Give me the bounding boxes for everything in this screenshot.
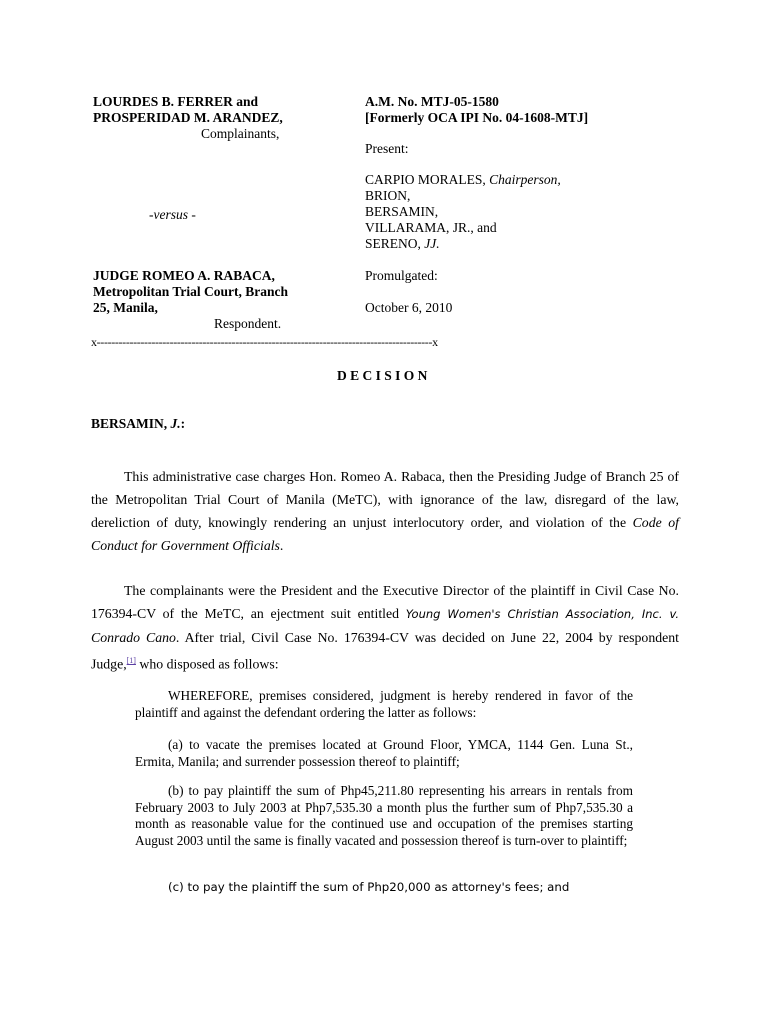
paragraph-intro-end: . xyxy=(279,538,284,553)
promulgated-date: October 6, 2010 xyxy=(365,300,453,315)
complainants-label: Complainants, xyxy=(201,126,280,141)
paragraph-background xyxy=(91,579,679,676)
paragraph-intro-text: This administrative case charges Hon. Romeo A. Rabaca, then the Presiding Judge of Branch 25 of the Metropolitan Trial Court of Manila (MeTC), with ignorance of the law, disregard of the law, dereliction of duty, knowingly rendering an unjust interlocutory order, and violation of the xyxy=(91,469,679,530)
versus-label: -versus - xyxy=(149,207,196,222)
paragraph-background-text-3: who disposed as follows: xyxy=(135,656,279,672)
quote-item-b: (b) to pay plaintiff the sum of Php45,211.80 representing his arrears in rentals from February 2003 to July 2003 at Php7,535.30 a month plus the further sum of Php7,535.30 a month as reasonable value for the continued use and occupation of the premises starting August 2003 until the same is finally vacated and possession thereof is turn-over to plaintiff; xyxy=(135,783,633,848)
justice-name: CARPIO MORALES, xyxy=(365,172,486,187)
quote-item-c: (c) to pay the plaintiff the sum of Php20,000 as attorney's fees; and xyxy=(168,880,570,894)
ponente-suffix: : xyxy=(180,416,186,431)
ponente-title: J. xyxy=(170,416,181,431)
justice-title: Chairperson, xyxy=(489,172,561,187)
caption-divider: x--------------------------------------------------------------------------------------------x xyxy=(91,335,438,349)
respondent-name-line1: JUDGE ROMEO A. RABACA, xyxy=(93,268,275,283)
complainant-name-line1: LOURDES B. FERRER and xyxy=(93,94,259,109)
case-number: A.M. No. MTJ-05-1580 xyxy=(365,94,499,109)
justice-2: BRION, xyxy=(365,188,411,203)
justice-1 xyxy=(365,172,561,188)
quote-item-a: (a) to vacate the premises located at Ground Floor, YMCA, 1144 Gen. Luna St., Ermita, Manila; and surrender possession thereof to plaintiff; xyxy=(135,737,633,769)
respondent-name-line3: 25, Manila, xyxy=(93,300,158,315)
complainant-name-line2: PROSPERIDAD M. ARANDEZ, xyxy=(93,110,283,125)
respondent-name-line2: Metropolitan Trial Court, Branch xyxy=(93,284,288,299)
case-title: Young Women's Christian Association, Inc. v. xyxy=(405,607,679,621)
justice-5 xyxy=(365,236,440,252)
quote-wherefore: WHEREFORE, premises considered, judgment is hereby rendered in favor of the plaintiff and against the defendant ordering the latter as follows: xyxy=(135,688,633,720)
decision-heading: D E C I S I O N xyxy=(337,368,428,383)
justice-3: BERSAMIN, xyxy=(365,204,439,219)
paragraph-background-text: The complainants were the President and the Executive Director of the plaintiff in Civil Case No. 176394-CV of the MeTC, an ejectment suit entitled xyxy=(91,583,679,621)
code-of-conduct-title: Code of Conduct for Government Officials xyxy=(91,515,679,553)
respondent-label: Respondent. xyxy=(214,316,282,331)
justice-title: JJ. xyxy=(424,236,440,251)
paragraph-background-text-2: . After trial, Civil Case No. 176394-CV was decided on June 22, 2004 by respondent Judge, xyxy=(91,630,679,672)
former-case-number: [Formerly OCA IPI No. 04-1608-MTJ] xyxy=(365,110,589,125)
ponente-name: BERSAMIN, xyxy=(91,416,168,431)
justice-name: SERENO, xyxy=(365,236,421,251)
paragraph-intro xyxy=(91,465,679,557)
justice-4: VILLARAMA, JR., and xyxy=(365,220,497,235)
present-label: Present: xyxy=(365,141,409,156)
footnote-link[interactable]: [1] xyxy=(126,656,136,665)
promulgated-label: Promulgated: xyxy=(365,268,438,283)
case-title-defendant: Conrado Cano xyxy=(91,630,176,645)
ponente xyxy=(91,416,185,432)
